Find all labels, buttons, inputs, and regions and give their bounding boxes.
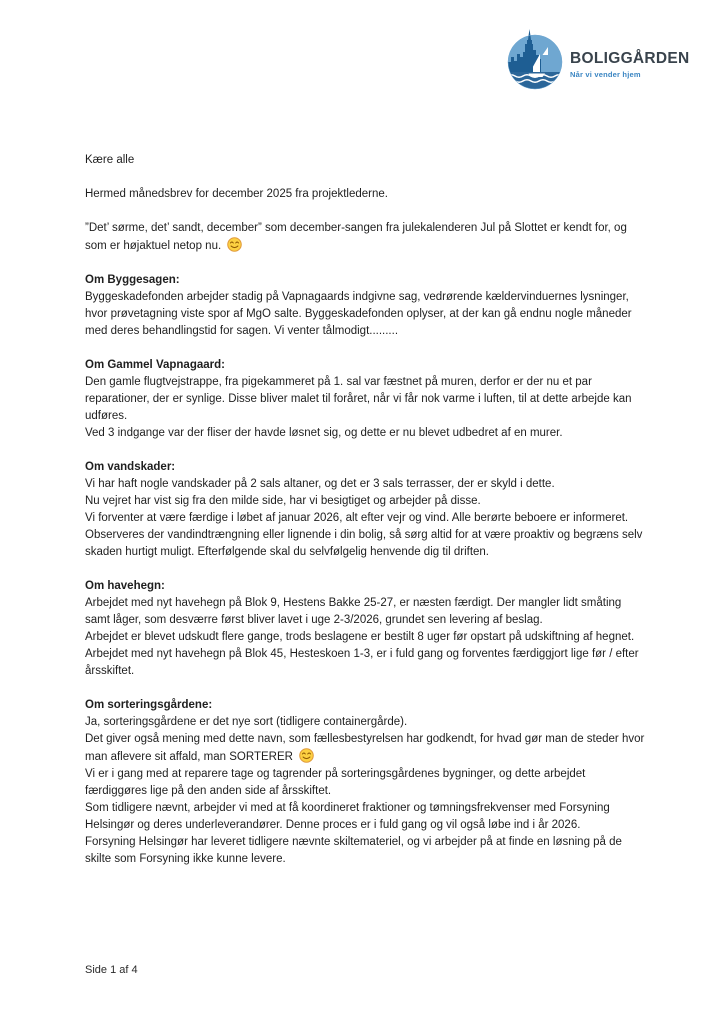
paragraph-text: Vi forventer at være færdige i løbet af januar 2026, alt efter vejr og vind. Alle berørte beboere er informeret. [85,512,629,524]
section-heading: Om Gammel Vapnagaard: [85,359,225,371]
paragraph-text: Vi har haft nogle vandskader på 2 sals altaner, og det er 3 sals terrasser, der er skyld i dette. [85,478,555,490]
paragraph [85,629,647,646]
paragraph [85,714,647,731]
paragraph-text: ”Det’ sørme, det’ sandt, december” som december-sangen fra julekalenderen Jul på Slottet er kendt for, og som er højaktuel netop nu. [85,222,627,252]
paragraph [85,800,647,834]
paragraph [85,425,647,442]
harbor-castle-sailboat-icon [507,28,563,90]
paragraph [85,510,647,527]
paragraph [85,766,647,800]
paragraph [85,374,647,425]
document-section [85,152,647,169]
smiling-face-emoji [227,237,242,252]
paragraph-text: Arbejdet med nyt havehegn på Blok 45, Hesteskoen 1-3, er i fuld gang og forventes færdiggjort lige før / efter årsskiftet. [85,648,639,677]
paragraph-text: Den gamle flugtvejstrappe, fra pigekammeret på 1. sal var fæstnet på muren, derfor er der nu et par reparationer, der er synlige. Disse bliver malet til foråret, når vi får nok varme i luften, til at dette arbejde kan udføres. [85,376,632,422]
paragraph [85,289,647,340]
paragraph [85,476,647,493]
logo-text [570,50,690,79]
document-section [85,357,647,442]
paragraph-text: Ved 3 indgange var der fliser der havde løsnet sig, og dette er nu blevet udbedret af en murer. [85,427,563,439]
document-section [85,220,647,255]
document-body [85,152,647,885]
paragraph-text: Arbejdet med nyt havehegn på Blok 9, Hestens Bakke 25-27, er næsten færdigt. Der mangler lidt småting samt låger, som desværre først bliver lavet i uge 2-3/2026, grundet sen levering af beslag. [85,597,622,626]
section-heading: Om sorteringsgårdene: [85,699,213,711]
logo-wordmark: BOLIGGÅRDEN [570,49,690,67]
paragraph-text: Vi er i gang med at reparere tage og tagrender på sorteringsgårdenes bygninger, og dette arbejdet færdiggøres lige på den anden side af årsskiftet. [85,768,586,797]
paragraph-text: Kære alle [85,154,135,166]
section-heading: Om havehegn: [85,580,165,592]
paragraph-text: Ja, sorteringsgårdene er det nye sort (tidligere containergårde). [85,716,408,728]
paragraph-text: Hermed månedsbrev for december 2025 fra projektlederne. [85,188,388,200]
paragraph [85,731,647,766]
document-section [85,459,647,561]
paragraph [85,220,647,255]
smiling-face-emoji [299,748,314,763]
logo [507,28,690,90]
paragraph [85,493,647,510]
paragraph [85,595,647,629]
document-section [85,272,647,340]
paragraph-text: Som tidligere nævnt, arbejder vi med at få koordineret fraktioner og tømningsfrekvenser med Forsyning Helsingør og deres underleverandører. Denne proces er i fuld gang og vil også løbe ind i år 2026. [85,802,610,831]
section-heading: Om vandskader: [85,461,176,473]
paragraph [85,152,647,169]
paragraph-text: Forsyning Helsingør har leveret tidligere nævnte skiltemateriel, og vi arbejder på at finde en løsning på de skilte som Forsyning ikke kunne levere. [85,836,622,865]
paragraph [85,527,647,561]
paragraph-text: Arbejdet er blevet udskudt flere gange, trods beslagene er bestilt 8 uger før opstart på udskiftning af hegnet. [85,631,635,643]
paragraph [85,186,647,203]
paragraph [85,834,647,868]
logo-tagline: Når vi vender hjem [570,69,641,79]
paragraph-text: Byggeskadefonden arbejder stadig på Vapnagaards indgivne sag, vedrørende kældervinduernes lysninger, hvor prøvetagning viste spor af MgO salte. Byggeskadefonden oplyser, at der kan gå endnu nogle måneder med deres behandlingstid for sagen. Vi venter tålmodigt......... [85,291,632,337]
section-heading: Om Byggesagen: [85,274,180,286]
page-number: Side 1 af 4 [85,964,138,976]
paragraph-text: Det giver også mening med dette navn, som fællesbestyrelsen har godkendt, for hvad gør man de steder hvor man aflevere sit affald, man SORTERER [85,733,645,763]
paragraph [85,646,647,680]
paragraph-text: Nu vejret har vist sig fra den milde side, har vi besigtiget og arbejder på disse. [85,495,481,507]
document-section [85,697,647,868]
paragraph-text: Observeres der vandindtrængning eller lignende i din bolig, så sørg altid for at være proaktiv og begræns selv skaden hurtigt muligt. Efterfølgende skal du selvfølgelig henvende dig til driften. [85,529,643,558]
document-section [85,186,647,203]
document-section [85,578,647,680]
